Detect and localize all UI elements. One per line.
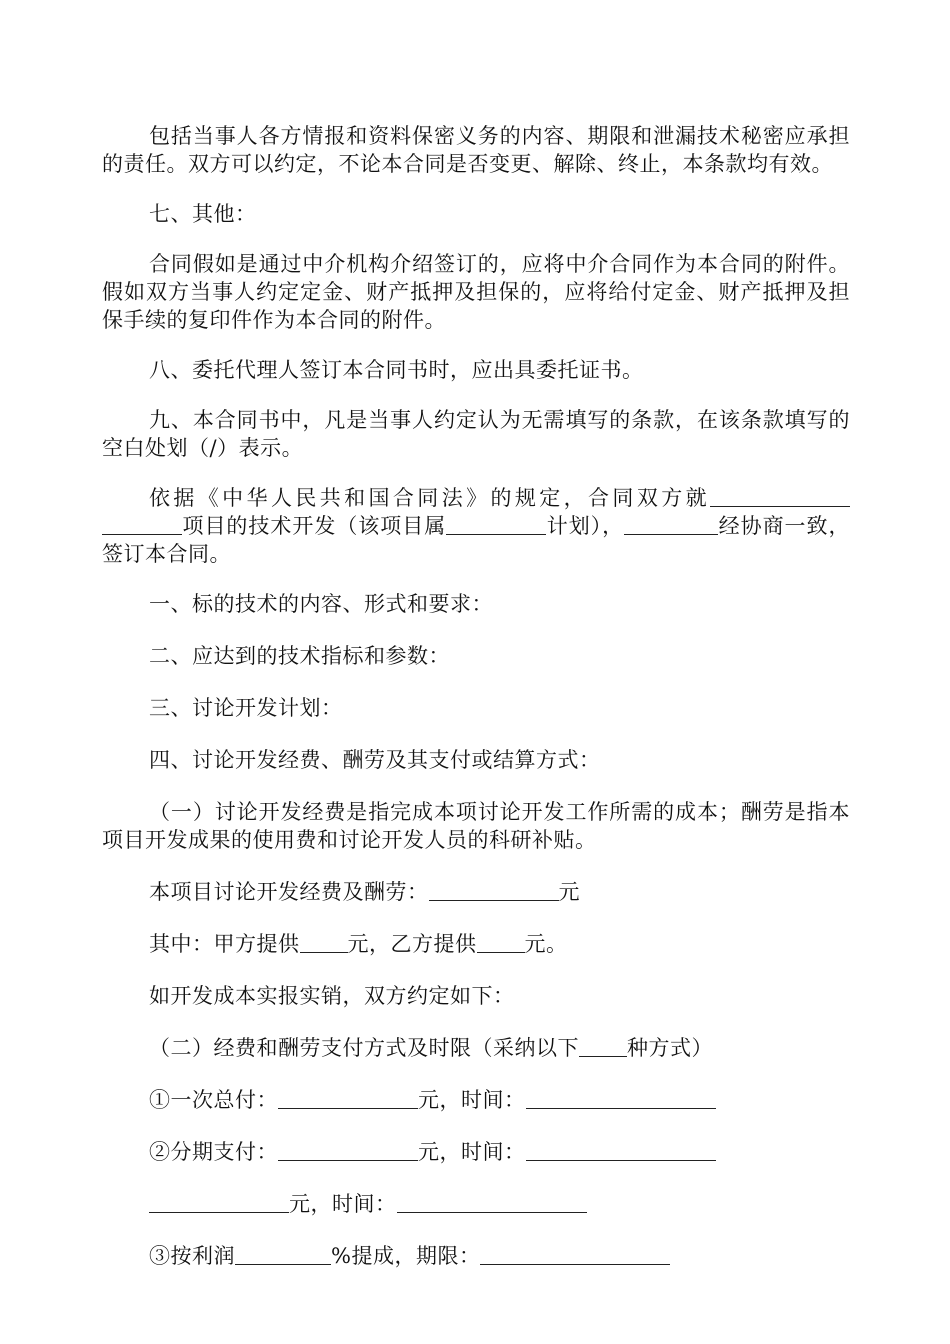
lump-sum-line <box>102 1086 850 1114</box>
installment-line <box>102 1138 850 1166</box>
contract-basis-text-c: 计划）， <box>546 514 625 538</box>
section-two-heading: 二、应达到的技术指标和参数： <box>149 644 450 668</box>
installment-amount-blank[interactable] <box>278 1140 418 1161</box>
funding-split-tail: 元。 <box>524 932 568 956</box>
party-b-label: 元，乙方提供 <box>347 932 477 956</box>
contract-basis-text-d: 经协商一致，签订本合同。 <box>102 514 851 566</box>
installment-time-blank[interactable] <box>526 1140 716 1161</box>
profit-share-term-blank[interactable] <box>480 1244 670 1265</box>
section-nine-paragraph: 九、本合同书中，凡是当事人约定认为无需填写的条款，在该条款填写的空白处划（/）表示。 <box>102 408 850 460</box>
payment-method-tail: 种方式） <box>627 1036 713 1060</box>
installment-second-amount-blank[interactable] <box>149 1192 289 1213</box>
confidentiality-paragraph: 包括当事人各方情报和资料保密义务的内容、期限和泄漏技术秘密应承担的责任。双方可以约定，不论本合同是否变更、解除、终止，本条款均有效。 <box>102 124 850 176</box>
party-a-label: 其中：甲方提供 <box>149 932 300 956</box>
party-b-amount-blank[interactable] <box>477 932 525 953</box>
lump-sum-time-blank[interactable] <box>526 1088 716 1109</box>
project-name-blank-cont[interactable] <box>102 514 182 535</box>
funding-total-label: 本项目讨论开发经费及酬劳： <box>149 880 429 904</box>
installment-second-line <box>102 1190 850 1218</box>
party-a-amount-blank[interactable] <box>300 932 348 953</box>
installment-label: ②分期支付： <box>149 1140 278 1164</box>
funding-total-line <box>102 878 850 906</box>
actual-cost-line: 如开发成本实报实销，双方约定如下： <box>149 984 515 1008</box>
payment-method-count-blank[interactable] <box>579 1036 627 1057</box>
funding-total-unit: 元 <box>558 880 580 904</box>
contract-basis-paragraph <box>102 484 850 568</box>
project-name-blank[interactable] <box>710 486 850 507</box>
installment-second-time-label: 元，时间： <box>289 1192 397 1216</box>
section-four-heading: 四、讨论开发经费、酬劳及其支付或结算方式： <box>149 748 601 772</box>
lump-sum-label: ①一次总付： <box>149 1088 278 1112</box>
payment-method-label: （二）经费和酬劳支付方式及时限（采纳以下 <box>149 1036 579 1060</box>
lump-sum-time-label: 元，时间： <box>418 1088 526 1112</box>
profit-share-term-label: %提成，期限： <box>331 1244 481 1268</box>
section-one-heading: 一、标的技术的内容、形式和要求： <box>149 592 493 616</box>
payment-method-line <box>102 1034 850 1062</box>
profit-share-label: ③按利润 <box>149 1244 235 1268</box>
funding-total-blank[interactable] <box>429 880 559 901</box>
plan-category-blank[interactable] <box>446 514 546 535</box>
party-blank[interactable] <box>624 514 718 535</box>
funding-split-line <box>102 930 850 958</box>
profit-share-line <box>102 1242 850 1270</box>
section-eight-paragraph: 八、委托代理人签订本合同书时，应出具委托证书。 <box>149 358 644 382</box>
installment-second-time-blank[interactable] <box>397 1192 587 1213</box>
section-seven-heading: 七、其他： <box>149 202 257 226</box>
contract-basis-text-b: 项目的技术开发（该项目属 <box>182 514 447 538</box>
lump-sum-amount-blank[interactable] <box>278 1088 418 1109</box>
installment-time-label: 元，时间： <box>418 1140 526 1164</box>
contract-basis-text-a: 依据《中华人民共和国合同法》的规定，合同双方就 <box>149 486 710 510</box>
section-three-heading: 三、讨论开发计划： <box>149 696 343 720</box>
funding-definition-paragraph: （一）讨论开发经费是指完成本项讨论开发工作所需的成本；酬劳是指本项目开发成果的使用费和讨论开发人员的科研补贴。 <box>102 800 850 852</box>
intermediary-paragraph: 合同假如是通过中介机构介绍签订的，应将中介合同作为本合同的附件。假如双方当事人约定定金、财产抵押及担保的，应将给付定金、财产抵押及担保手续的复印件作为本合同的附件。 <box>102 252 850 332</box>
document-page <box>102 122 850 1270</box>
profit-share-percent-blank[interactable] <box>235 1244 331 1265</box>
